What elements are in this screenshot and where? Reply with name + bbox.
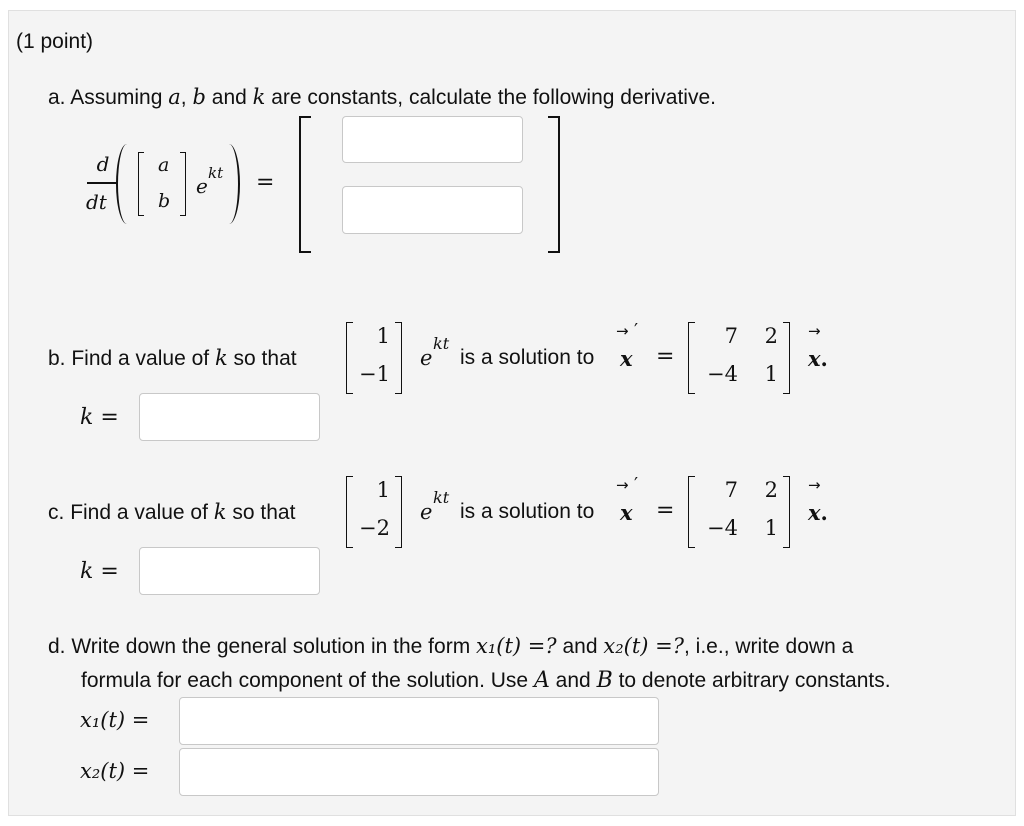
k-b-label: k = bbox=[80, 405, 119, 430]
answer-a-right-bracket bbox=[548, 116, 560, 253]
vec-b-right-bracket bbox=[395, 322, 402, 394]
matrix-b-21: −4 bbox=[707, 362, 738, 386]
matrix-c-22: 1 bbox=[764, 516, 778, 540]
x1-input[interactable] bbox=[179, 697, 659, 745]
vec-b-top: 1 bbox=[376, 324, 390, 348]
part-b-solution-text: is a solution to bbox=[460, 346, 595, 369]
vec-a-top: a bbox=[158, 154, 170, 176]
prime-b: ′ bbox=[634, 320, 639, 341]
vec-a-right-bracket bbox=[180, 152, 186, 216]
matrix-b-11: 7 bbox=[724, 324, 738, 348]
part-d-label: d. bbox=[48, 635, 66, 658]
matrix-c-21: −4 bbox=[707, 516, 738, 540]
left-paren bbox=[116, 144, 138, 224]
arrow-c-prime: → bbox=[616, 476, 629, 494]
equals-b: = bbox=[656, 344, 675, 369]
derivative-denominator: dt bbox=[86, 190, 107, 214]
x2-label: x₂(t) = bbox=[80, 759, 150, 783]
exp-base-c: e bbox=[420, 500, 433, 524]
part-c-prompt: c. Find a value of k so that bbox=[48, 500, 296, 524]
exp-power-a: kt bbox=[208, 164, 224, 182]
x-b-vector: x. bbox=[808, 346, 828, 371]
x2-input[interactable] bbox=[179, 748, 659, 796]
x-b-derivative: x bbox=[620, 346, 633, 371]
points-label: (1 point) bbox=[16, 30, 94, 53]
vec-a-bottom: b bbox=[158, 190, 171, 212]
matrix-c-11: 7 bbox=[724, 478, 738, 502]
matrix-c-right-bracket bbox=[783, 476, 790, 548]
part-a-prompt: a. Assuming a, b and k are constants, calculate the following derivative. bbox=[48, 85, 716, 109]
part-b-label: b. bbox=[48, 347, 66, 370]
exp-base-b: e bbox=[420, 346, 433, 370]
part-a-label: a. bbox=[48, 86, 66, 109]
k-c-input[interactable] bbox=[139, 547, 320, 595]
exp-power-c: kt bbox=[433, 488, 450, 507]
arrow-b-x: → bbox=[808, 322, 821, 340]
right-paren bbox=[218, 144, 240, 224]
fraction-bar bbox=[87, 182, 117, 184]
vec-c-top: 1 bbox=[376, 478, 390, 502]
k-b-input[interactable] bbox=[139, 393, 320, 441]
vec-c-bottom: −2 bbox=[359, 516, 390, 540]
answer-a-bottom-input[interactable] bbox=[342, 186, 523, 234]
matrix-c-left-bracket bbox=[688, 476, 695, 548]
matrix-b-22: 1 bbox=[764, 362, 778, 386]
k-c-label: k = bbox=[80, 559, 119, 584]
exp-base-a: e bbox=[196, 174, 208, 198]
vec-c-right-bracket bbox=[395, 476, 402, 548]
part-d-line-1: d. Write down the general solution in the form x₁(t) =? and x₂(t) =?, i.e., write down a bbox=[48, 634, 854, 658]
answer-a-left-bracket bbox=[299, 116, 311, 253]
x1-label: x₁(t) = bbox=[80, 708, 150, 732]
derivative-numerator: d bbox=[96, 152, 110, 176]
x-c-vector: x. bbox=[808, 500, 828, 525]
part-c-label: c. bbox=[48, 501, 65, 524]
equals-c: = bbox=[656, 498, 675, 523]
arrow-c-x: → bbox=[808, 476, 821, 494]
exp-power-b: kt bbox=[433, 334, 450, 353]
part-d-line-2: formula for each component of the solution. Use A and B to denote arbitrary constants. bbox=[81, 668, 891, 693]
matrix-b-right-bracket bbox=[783, 322, 790, 394]
vec-b-bottom: −1 bbox=[359, 362, 390, 386]
part-b-prompt: b. Find a value of k so that bbox=[48, 346, 297, 370]
answer-a-top-input[interactable] bbox=[342, 116, 523, 163]
matrix-b-12: 2 bbox=[764, 324, 778, 348]
matrix-b-left-bracket bbox=[688, 322, 695, 394]
part-c-solution-text: is a solution to bbox=[460, 500, 595, 523]
matrix-c-12: 2 bbox=[764, 478, 778, 502]
equals-a: = bbox=[256, 170, 275, 195]
vec-a-left-bracket bbox=[138, 152, 144, 216]
x-c-derivative: x bbox=[620, 500, 633, 525]
prime-c: ′ bbox=[634, 474, 639, 495]
arrow-b-prime: → bbox=[616, 322, 629, 340]
